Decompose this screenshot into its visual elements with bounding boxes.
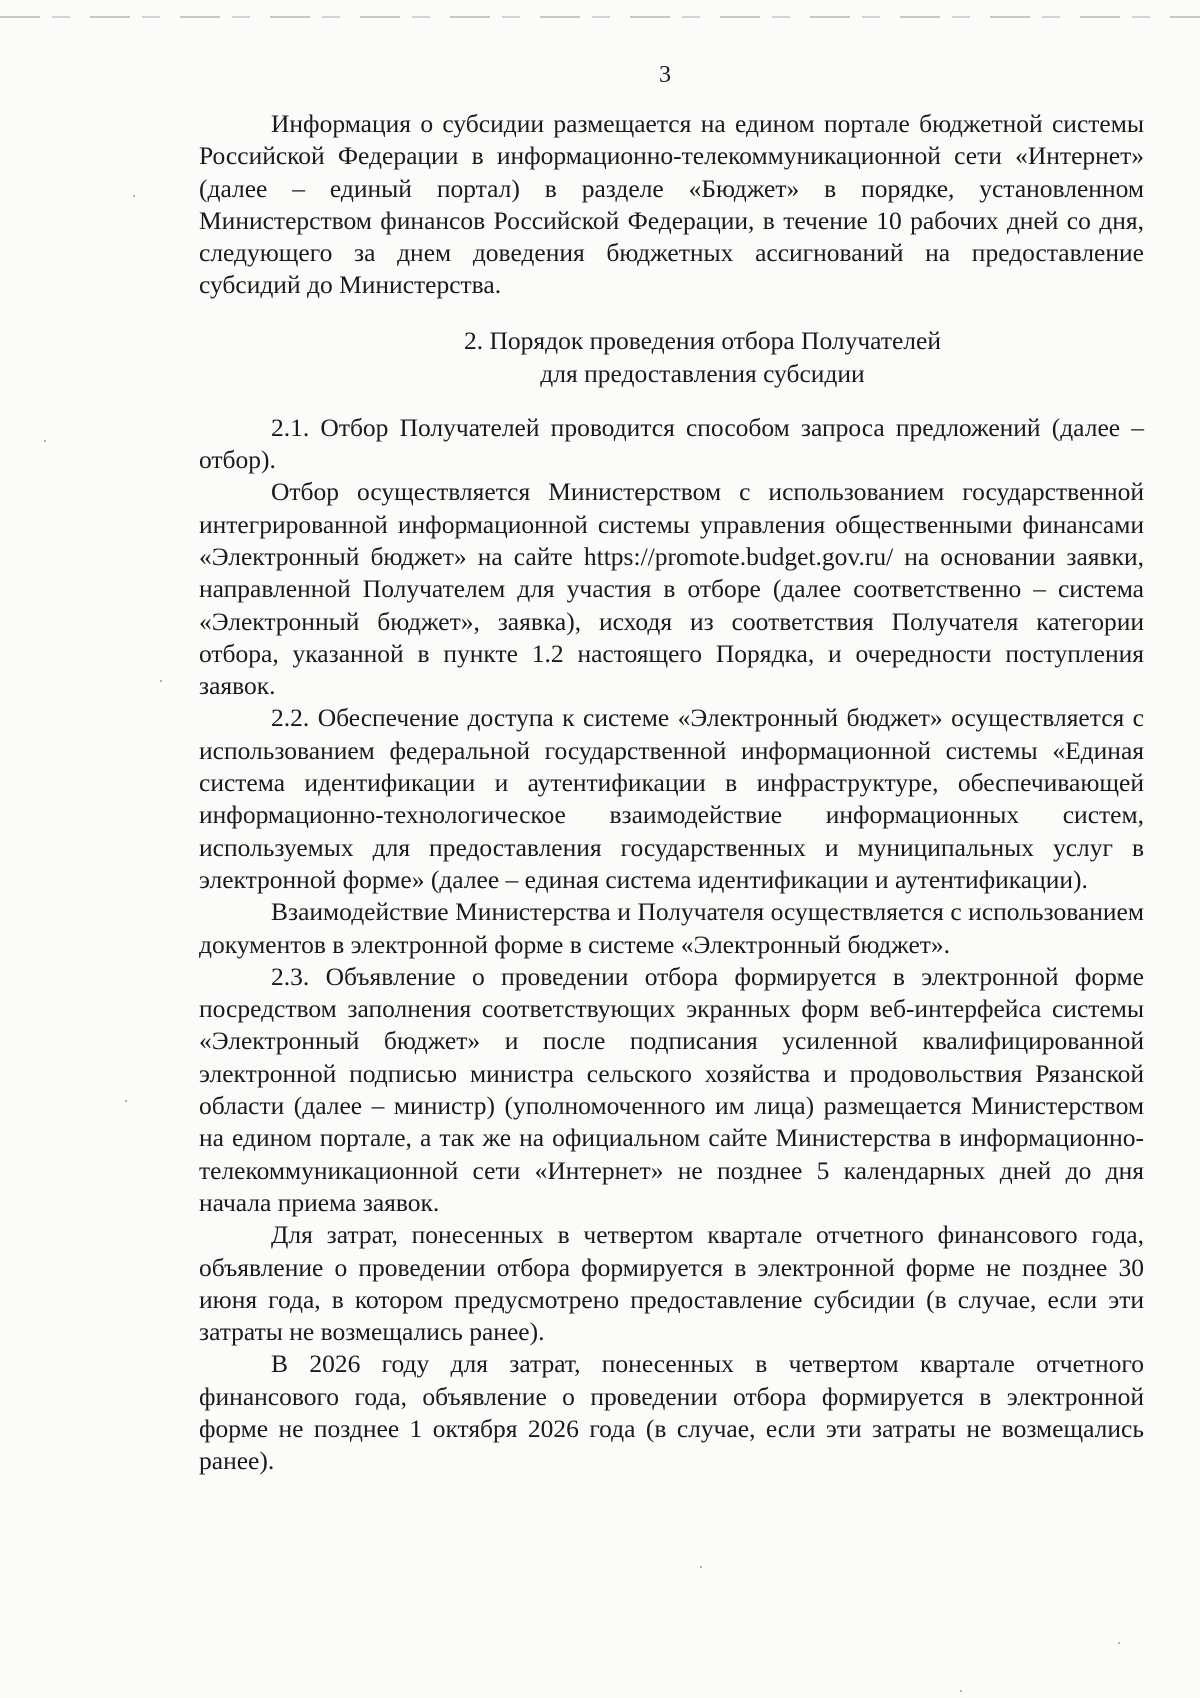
section-heading-line-2: для предоставления субсидии [540, 358, 865, 388]
section-heading-line-1: 2. Порядок проведения отбора Получателей [463, 325, 941, 355]
paragraph-2026: В 2026 году для затрат, понесенных в четвертом квартале отчетного финансового года, объявление о проведении отбора формируется в электронной форме не позднее 1 октября 2026 года (в случае, если эти затраты не возмещались ранее). [199, 1349, 1144, 1476]
scan-speck [160, 680, 162, 682]
page-number: 3 [659, 62, 671, 88]
scan-speck [133, 195, 135, 197]
paragraph-2-2: 2.2. Обеспечение доступа к системе «Электронный бюджет» осуществляется с использованием федеральной государственной информационной системы «Единая система идентификации и аутентификации в инфраструктуре, обеспечивающей информационно-технологическое взаимодействие информационных систем, используемых для предоставления государственных и муниципальных услуг в электронной форме» (далее – единая система идентификации и аутентификации). [199, 703, 1144, 894]
section-heading [199, 324, 1144, 390]
scan-speck [125, 1100, 127, 1102]
document-body [199, 108, 1144, 1478]
scan-edge-line [0, 16, 1200, 18]
paragraph-subsidy-info: Информация о субсидии размещается на едином портале бюджетной системы Российской Федерации в информационно-телекоммуникационной сети «Интернет» (далее – единый портал) в разделе «Бюджет» в порядке, установленном Министерством финансов Российской Федерации, в течение 10 рабочих дней со дня, следующего за днем доведения бюджетных ассигнований на предоставление субсидий до Министерства. [199, 109, 1144, 300]
paragraph-selection-method: Отбор осуществляется Министерством с использованием государственной интегрированной информационной системы управления общественными финансами «Электронный бюджет» на сайте https://promote.budget.gov.ru/ на основании заявки, направленной Получателем для участия в отборе (далее соответственно – система «Электронный бюджет», заявка), исходя из соответствия Получателя категории отбора, указанной в пункте 1.2 настоящего Порядка, и очередности поступления заявок. [199, 477, 1144, 701]
scan-speck [700, 1566, 702, 1568]
paragraph-2-1: 2.1. Отбор Получателей проводится способом запроса предложений (далее – отбор). [199, 412, 1144, 475]
paragraph-fourth-quarter: Для затрат, понесенных в четвертом квартале отчетного финансового года, объявление о проведении отбора формируется в электронной форме не позднее 30 июня года, в котором предусмотрено предоставление субсидии (в случае, если эти затраты не возмещались ранее). [199, 1220, 1144, 1347]
scan-speck [1118, 1642, 1120, 1644]
paragraph-interaction: Взаимодействие Министерства и Получателя осуществляется с использованием документов в электронной форме в системе «Электронный бюджет». [199, 897, 1144, 959]
scan-speck [960, 1690, 962, 1692]
scan-speck [44, 440, 46, 442]
paragraph-2-3: 2.3. Объявление о проведении отбора формируется в электронной форме посредством заполнения соответствующих экранных форм веб-интерфейса системы «Электронный бюджет» и после подписания усиленной квалифицированной электронной подписью министра сельского хозяйства и продовольствия Рязанской области (далее – министр) (уполномоченного им лица) размещается Министерством на едином портале, а так же на официальном сайте Министерства в информационно-телекоммуникационной сети «Интернет» не позднее 5 календарных дней до дня начала приема заявок. [199, 961, 1144, 1217]
